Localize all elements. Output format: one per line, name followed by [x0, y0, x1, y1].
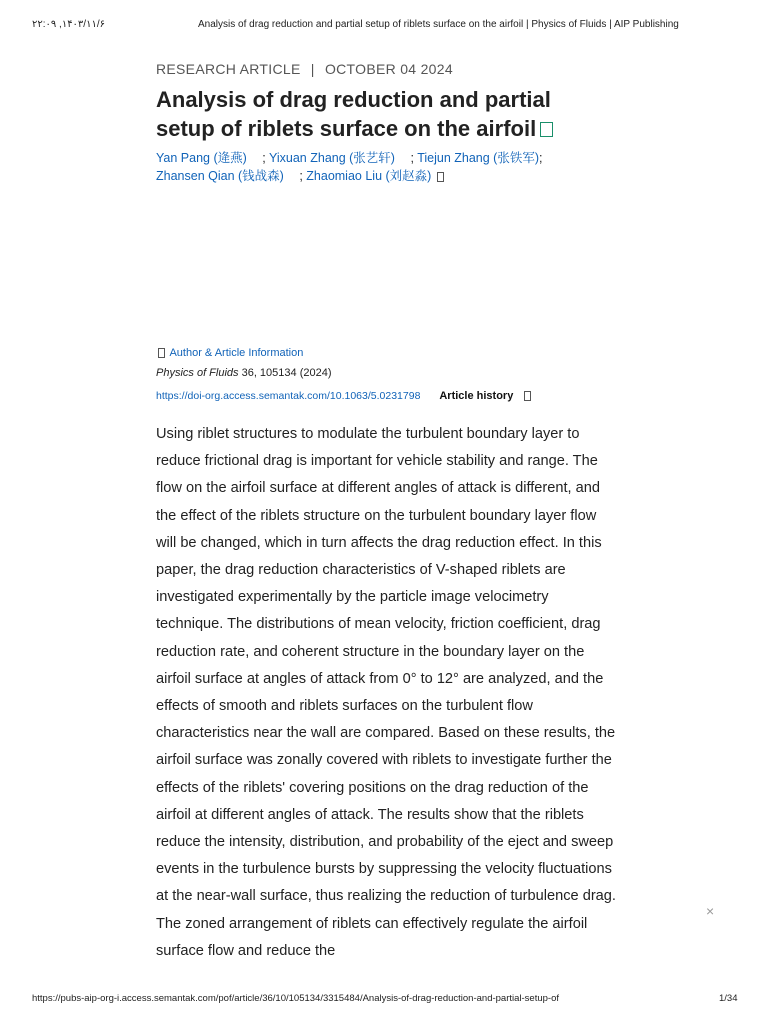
- author-link[interactable]: Zhansen Qian (钱战森): [156, 169, 284, 183]
- article-type: RESEARCH ARTICLE: [156, 61, 301, 77]
- author-link[interactable]: Zhaomiao Liu (刘赵淼): [306, 169, 432, 183]
- history-toggle-icon: [524, 391, 531, 401]
- author-separator: ;: [262, 151, 266, 165]
- abstract-text: Using riblet structures to modulate the turbulent boundary layer to reduce frictional drag is important for vehicle stability and range. The flow on the airfoil surface at different angles of attack is different, and the effect of the riblets structure on the turbulent boundary layer flow will be changed, which in turn affects the drag reduction effect. In this paper, the drag reduction characteristics of V-shaped riblets are investigated experimentally by the particle image velocimetry technique. The distributions of mean velocity, friction coefficient, drag reduction rate, and coherent structure in the boundary layer on the airfoil surface at angles of attack from 0° to 12° are analyzed, and the effects of smooth and riblets surfaces on the turbulent flow characteristics near the wall are compared. Based on these results, the airfoil surface was zonally covered with riblets to investigate further the effects of the riblets' covering positions on the drag reduction of the airfoil at different angles of attack. The results show that the riblets reduce the intensity, distribution, and probability of the eject and sweep events in the turbulence bursts by suppressing the velocity fluctuations at the near-wall surface, thus realizing the reduction of turbulence drag. The zoned arrangement of riblets can effectively regulate the airfoil surface flow and reduce the: [156, 426, 616, 959]
- journal-citation: [156, 367, 332, 379]
- author-separator: ;: [410, 151, 414, 165]
- author-link[interactable]: Tiejun Zhang (张铁军): [417, 151, 539, 165]
- publication-date: OCTOBER 04 2024: [324, 61, 453, 77]
- author-info-toggle[interactable]: [156, 347, 303, 359]
- print-datetime: ۲۲:۰۹ ,۱۴۰۳/۱۱/۶: [32, 19, 105, 30]
- author-separator: ;: [539, 151, 543, 165]
- corresponding-author-icon: [437, 172, 444, 182]
- author-list: [156, 149, 596, 185]
- doi-row: [156, 390, 533, 402]
- abstract: [156, 421, 618, 965]
- journal-volume: 36, 105134 (2024): [238, 367, 332, 379]
- article-history-label: Article history: [439, 390, 514, 402]
- doi-link[interactable]: https://doi-org.access.semantak.com/10.1063/5.0231798: [156, 390, 421, 402]
- print-page-title: Analysis of drag reduction and partial setup of riblets surface on the airfoil | Physics of Fluids | AIP Publishing: [198, 19, 679, 30]
- author-info-link[interactable]: Author & Article Information: [169, 347, 304, 359]
- print-footer-url: https://pubs-aip-org-i.access.semantak.com/pof/article/36/10/105134/3315484/Analysis-of-drag-reduction-and-partial-setup-of: [32, 993, 560, 1004]
- author-info-icon: [158, 348, 165, 358]
- author-link[interactable]: Yixuan Zhang (张艺轩): [269, 151, 395, 165]
- journal-name: Physics of Fluids: [156, 367, 239, 379]
- close-icon[interactable]: ×: [706, 903, 715, 919]
- article-meta-line: [156, 61, 453, 77]
- article-history-toggle[interactable]: [439, 390, 533, 402]
- print-page-number: 1/34: [719, 993, 738, 1004]
- author-separator: ;: [299, 169, 303, 183]
- meta-separator: |: [310, 61, 315, 77]
- article-title-block: [156, 85, 596, 143]
- author-link[interactable]: Yan Pang (逄燕): [156, 151, 247, 165]
- article-title: Analysis of drag reduction and partial setup of riblets surface on the airfoil: [156, 87, 551, 141]
- open-access-icon: [540, 122, 553, 137]
